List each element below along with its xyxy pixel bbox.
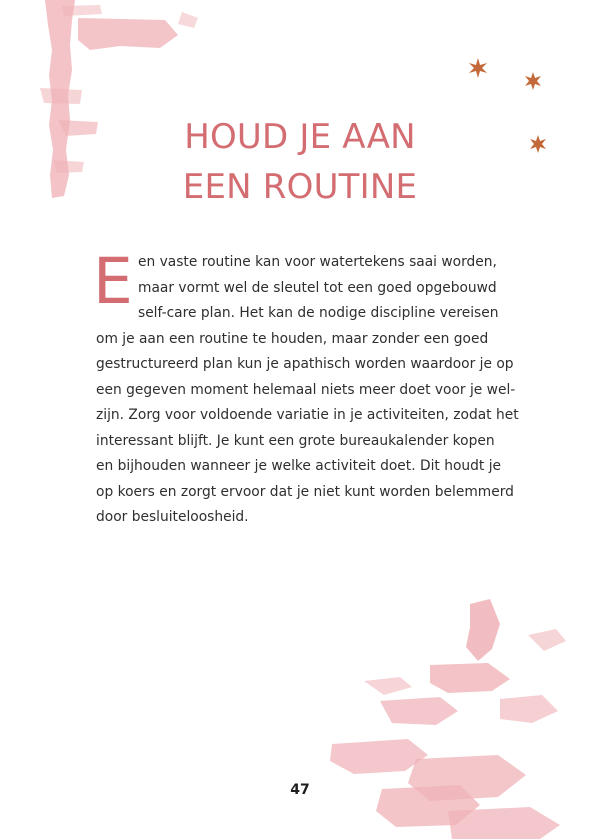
title-line-2: EEN ROUTINE	[182, 167, 418, 207]
article-line-7: zijn. Zorg voor voldoende variatie in je activiteiten, zodat het	[96, 407, 519, 423]
bottom-right-brush-decoration	[280, 579, 600, 839]
article-line-6: een gegeven moment helemaal niets meer doet voor je wel-	[96, 381, 516, 398]
page-title	[0, 112, 600, 212]
article-line-1: en vaste routine kan voor watertekens saai worden,	[138, 254, 497, 270]
article-body	[96, 250, 519, 531]
article-line-9: en bijhouden wanneer je welke activiteit doet. Dit houdt je	[96, 458, 502, 474]
title-line-1: HOUD JE AAN	[184, 117, 416, 157]
page-number: 47	[290, 782, 310, 798]
article-line-4: om je aan een routine te houden, maar zonder een goed	[96, 330, 489, 347]
drop-cap: E	[93, 245, 133, 318]
article-line-3: self-care plan. Het kan de nodige discipline vereisen	[138, 305, 499, 321]
article-line-8: interessant blijft. Je kunt een grote bureaukalender kopen	[96, 432, 495, 449]
article-line-11: door besluiteloosheid.	[96, 509, 249, 525]
article-line-5: gestructureerd plan kun je apathisch worden waardoor je op	[96, 356, 514, 372]
article-line-10: op koers en zorgt ervoor dat je niet kunt worden belemmerd	[96, 483, 514, 500]
article-line-2: maar vormt wel de sleutel tot een goed opgebouwd	[138, 279, 497, 296]
